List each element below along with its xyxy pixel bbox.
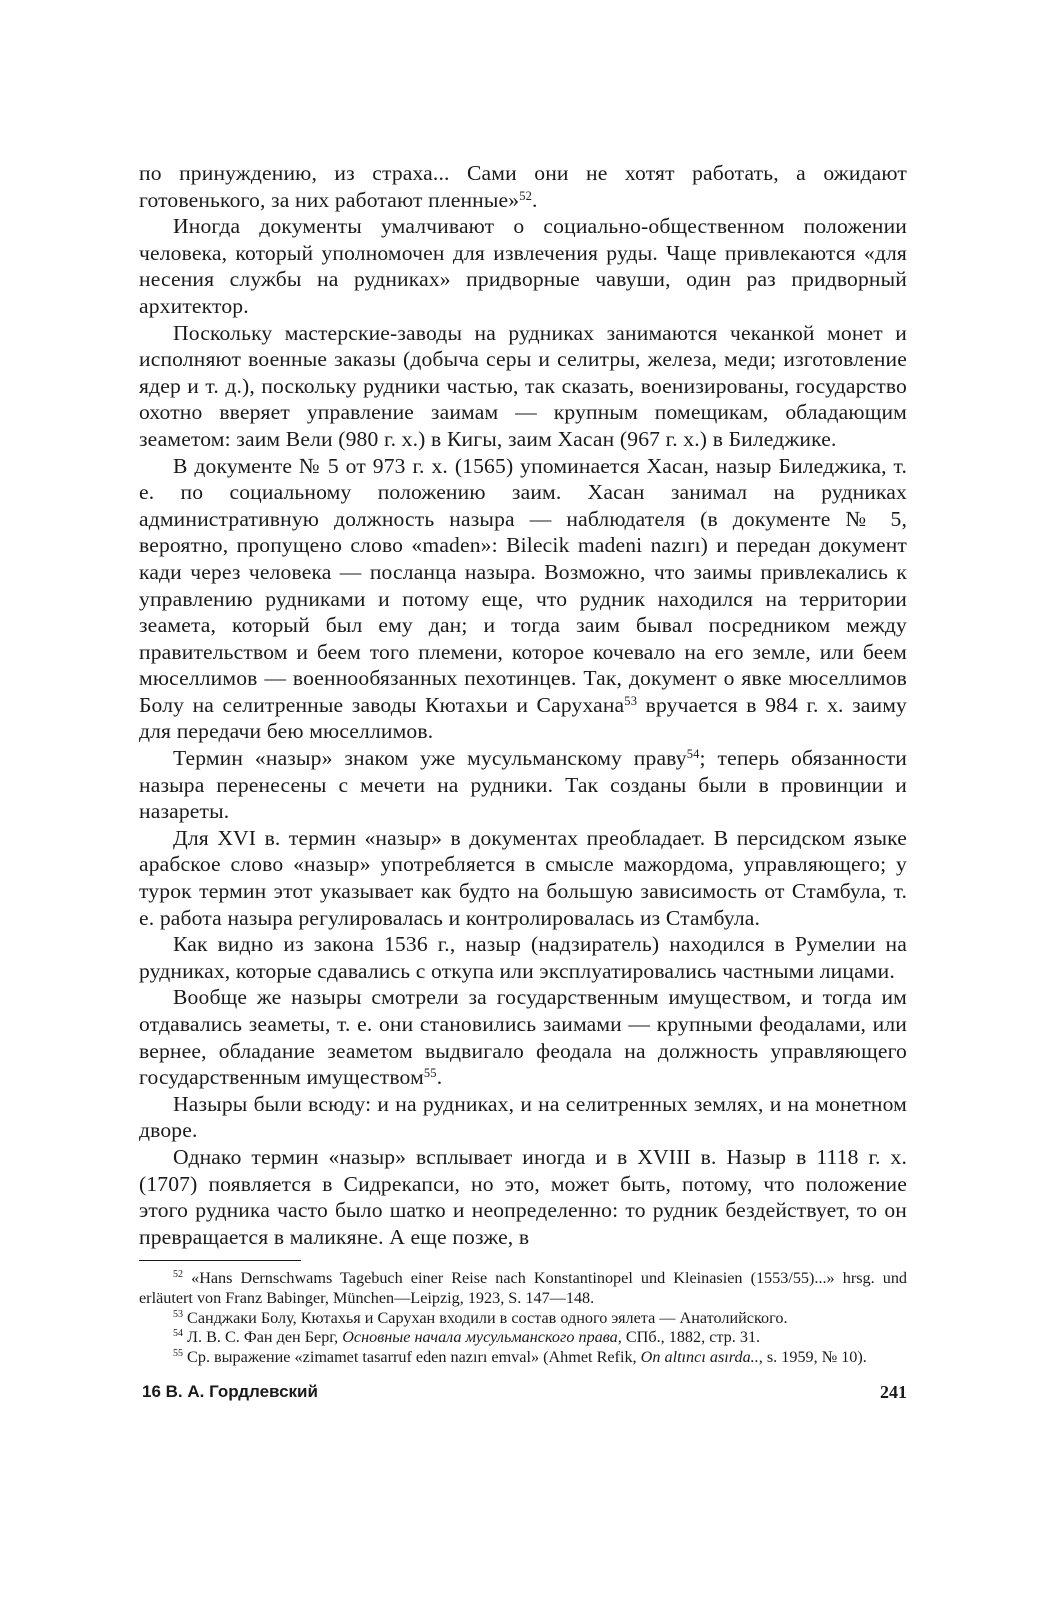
paragraph-text: Вообще же назыры смотрели за государственным имуществом, и тогда им отдавались зеаметы, т. е. они становились заимами — крупными феодалами, или вернее, обладание зеаметом выдвигало феодала на должность управляющего государственным имуществом <box>139 985 907 1090</box>
paragraph-text: Термин «назыр» знаком уже мусульманскому праву <box>173 746 687 771</box>
footnote-ref[interactable]: 55 <box>423 1066 437 1081</box>
signature-mark: 16 В. А. Гордлевский <box>142 1382 318 1401</box>
footnote <box>139 1328 907 1348</box>
footnote-text: «Hans Dernschwams Tagebuch einer Reise nach Konstantinopel und Kleinasien (1553/55)...» hrsg. und erläutert von Franz Babinger, München—Leipzig, 1923, S. 147—148. <box>139 1269 908 1307</box>
footnote <box>139 1348 907 1368</box>
footnote-text: Л. В. С. Фан ден Берг, <box>187 1328 343 1347</box>
paragraph-text: В документе № 5 от 973 г. х. (1565) упоминается Хасан, назыр Биледжика, т. е. по социальному положению заим. Хасан занимал на рудниках административную должность назыра — наблюдателя (в документе № 5, вероятно, пропущено слово «maden»: Bilecik madeni nazırı) и передан документ кади через человека — посланца назыра. Возможно, что заимы привлекались к управлению рудниками и потому еще, что рудник находился на территории зеамета, который был ему дан; и тогда заим бывал посредником между правительством и беем того племени, которое кочевало на его земле, или беем мюселлимов — военнообязанных пехотинцев. Так, документ о явке мюселлимов Болу на селитренные заводы Кютахьи и Сарухана <box>139 453 907 717</box>
paragraph: Назыры были всюду: и на рудниках, и на селитренных землях, и на монетном дворе. <box>139 1091 907 1143</box>
paragraph: Однако термин «назыр» всплывает иногда и в XVIII в. Назыр в 1118 г. х. (1707) появляется в Сидрекапси, но это, может быть, потому, что положение этого рудника часто было шатко и неопределенно: то рудник бездействует, то он превращается в маликяне. А еще позже, в <box>139 1144 907 1249</box>
paragraph: Поскольку мастерские-заводы на рудниках занимаются чеканкой монет и исполняют военные заказы (добыча серы и селитры, железа, меди; изготовление ядер и т. д.), поскольку рудники частью, так сказать, военизированы, государство охотно вверяет управление заимам — крупным помещикам, обладающим зеаметом: заим Вели (980 г. х.) в Кигы, заим Хасан (967 г. х.) в Биледжике. <box>139 320 907 451</box>
footnote-ref[interactable]: 53 <box>624 693 638 708</box>
footnote-text: СПб., 1882, стр. 31. <box>621 1328 761 1347</box>
footnote <box>139 1269 907 1308</box>
paragraph-text: по принуждению, из страха... Сами они не хотят работать, а ожидают готовенького, за них работают пленные» <box>139 161 907 212</box>
paragraph-text: вручается в 984 г. х. заиму для передачи бею мюселлимов. <box>139 692 907 744</box>
page-number: 241 <box>880 1382 907 1402</box>
footnote-divider <box>139 1260 301 1261</box>
paragraph-text: . <box>436 1065 443 1090</box>
footnote-number: 54 <box>173 1328 183 1340</box>
paragraph-text: ; теперь обязанности назыра перенесены с мечети на рудники. Так созданы были в провинции и назареты. <box>139 746 907 824</box>
footnote-ref[interactable]: 54 <box>686 747 700 762</box>
footnote-text: Санджаки Болу, Кютахья и Сарухан входили в состав одного эялета — Анатолийского. <box>187 1308 788 1327</box>
footnote-text: s. 1959, № 10). <box>762 1347 867 1366</box>
paragraph <box>139 745 907 825</box>
paragraph-text: . <box>532 187 538 212</box>
paragraph <box>139 160 907 213</box>
footnote-number: 52 <box>173 1269 183 1281</box>
footnote-number: 55 <box>173 1347 183 1359</box>
paragraph: Иногда документы умалчивают о социально-общественном положении человека, который уполномочен для извлечения руды. Чаще привлекаются «для несения службы на рудниках» придворные чавуши, один раз придворный архитектор. <box>139 214 907 318</box>
paragraph <box>139 984 907 1090</box>
paragraph: Как видно из закона 1536 г., назыр (надзиратель) находился в Румелии на рудниках, которые сдавались с откупа или эксплуатировались частными лицами. <box>139 932 907 983</box>
paragraph <box>139 453 907 746</box>
page-body <box>139 160 907 1367</box>
footnote-number: 53 <box>173 1308 183 1320</box>
footnote <box>139 1309 907 1329</box>
footnote-title: On altıncı asırda.., <box>640 1347 763 1366</box>
footnote-ref[interactable]: 52 <box>519 188 533 203</box>
paragraph: Для XVI в. термин «назыр» в документах преобладает. В персидском языке арабское слово «назыр» употребляется в смысле мажордома, управляющего; у турок термин этот указывает как будто на большую зависимость от Стамбула, т. е. работа назыра регулировалась и контролировалась из Стамбула. <box>139 825 907 930</box>
footnote-text: Ср. выражение «zimamet tasarruf eden nazırı emval» (Ahmet Refik, <box>187 1347 641 1366</box>
footnote-title: Основные начала мусульманского права, <box>342 1328 622 1347</box>
